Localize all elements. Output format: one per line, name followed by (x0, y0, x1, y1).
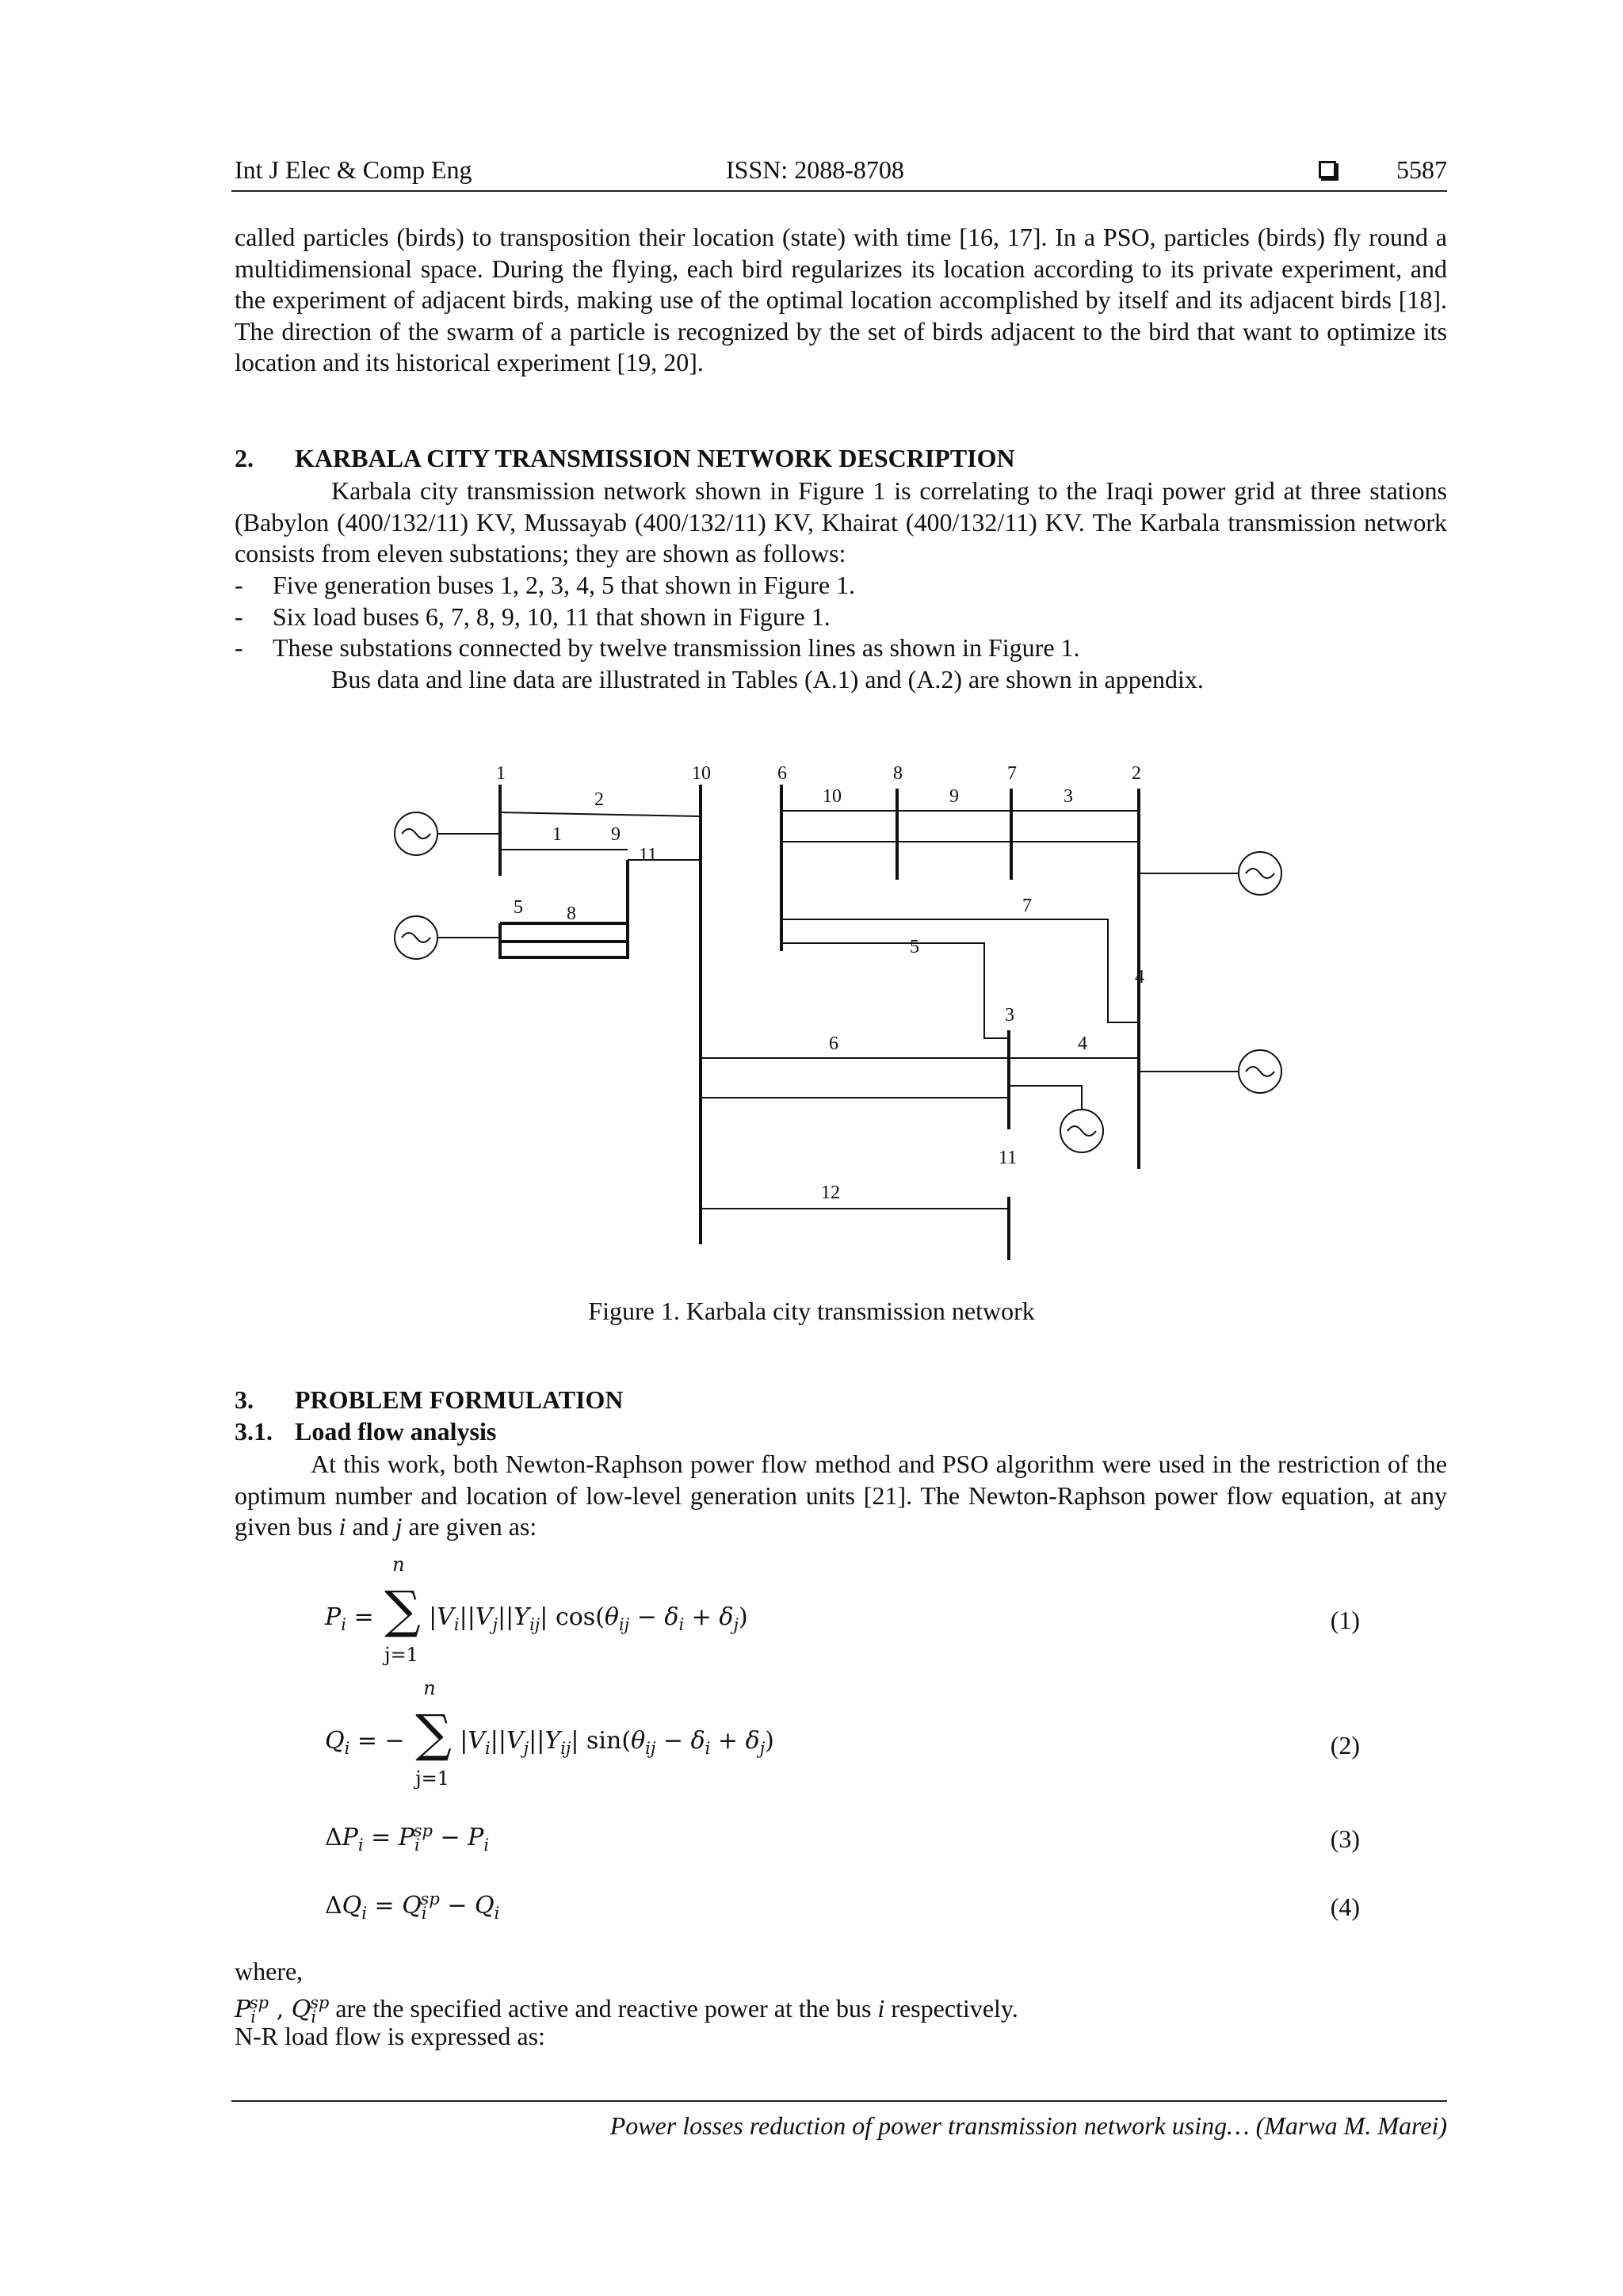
subsection-number: 3.1. (235, 1417, 273, 1446)
transmission-network-diagram (0, 745, 1623, 1284)
equation-2: $Q_i$ = − n ∑ j=1 $|V_i||V_j||Y_{ij}|$ $\sin(\theta_{ij} - \delta_i + \delta_j)$ (325, 1677, 774, 1790)
bus-label: 5 (514, 897, 523, 918)
section-3-paragraph: At this work, both Newton-Raphson power flow method and PSO algorithm were used in the restriction of the optimum number and location of low-level generation units [21]. The Newton-Raphson power flow equation, at any given bus i and j are given as: (235, 1450, 1447, 1541)
line-label: 1 (552, 824, 562, 845)
subsection-title: Load flow analysis (295, 1417, 497, 1446)
list-item: - These substations connected by twelve transmission lines as shown in Figure 1. (235, 632, 1447, 664)
nr-text: N-R load flow is expressed as: (235, 2022, 545, 2050)
bus-label: 1 (496, 763, 506, 784)
where-definition: $P_i^{sp}$ , $Q_i^{sp}$ are the specified active and reactive power at the bus i respectively. (235, 1993, 1018, 2027)
line-label: 9 (949, 786, 959, 807)
section-title: PROBLEM FORMULATION (295, 1385, 624, 1414)
section-2-heading (235, 444, 1015, 473)
page-number: 5587 (1396, 155, 1447, 184)
bus-label: 4 (1135, 967, 1144, 988)
bus-label: 7 (1007, 763, 1017, 784)
bus-label: 8 (893, 763, 903, 784)
list-item: - Five generation buses 1, 2, 3, 4, 5 that shown in Figure 1. (235, 570, 1447, 602)
line-label: 12 (821, 1182, 840, 1203)
journal-name: Int J Elec & Comp Eng (235, 155, 472, 184)
line-label: 3 (1064, 786, 1073, 807)
intro-paragraph: called particles (birds) to transposition their location (state) with time [16, 17]. In a PSO, particles (birds) fly round a multidimensional space. During the flying, each bird regularizes its location according to its private experiment, and the experiment of adjacent birds, making use of the optimal location accomplished by itself and its adjacent birds [18]. The direction of the swarm of a particle is recognized by the set of birds adjacent to the bird that want to optimize its location and its historical experiment [19, 20]. (235, 223, 1447, 376)
bullet-marker: - (235, 571, 243, 599)
line-label: 6 (829, 1033, 838, 1054)
bus-label: 10 (692, 763, 711, 784)
line-label: 5 (910, 937, 919, 957)
line-5 (781, 943, 1009, 1038)
where-label: where, (235, 1957, 304, 1985)
footer-rule (231, 2100, 1447, 2102)
gen-3-link (1009, 1086, 1082, 1110)
section-number: 2. (235, 444, 254, 472)
header-rule (231, 190, 1447, 192)
bus-label: 11 (639, 845, 658, 865)
bullet-list (235, 570, 1447, 664)
figure-caption: Figure 1. Karbala city transmission network (588, 1297, 1035, 1325)
section-3-heading (235, 1385, 624, 1415)
line-label: 7 (1022, 896, 1032, 916)
running-footer: Power losses reduction of power transmission network using… (Marwa M. Marei) (609, 2111, 1447, 2140)
equation-number: (2) (1330, 1731, 1360, 1759)
running-header (235, 155, 1447, 192)
line-label: 4 (1078, 1033, 1087, 1054)
line-label: 8 (567, 904, 576, 924)
bus-label: 6 (777, 763, 787, 784)
equation-number: (1) (1330, 1606, 1360, 1634)
equation-number: (3) (1330, 1824, 1360, 1853)
line-2 (500, 812, 701, 816)
equation-1: $P_i$ = n ∑ j=1 $|V_i||V_j||Y_{ij}|$ $\cos(\theta_{ij} - \delta_i + \delta_j)$ (325, 1553, 748, 1666)
equation-4: $\Delta Q_i = Q_i^{sp} - Q_i$ (325, 1889, 500, 1923)
list-item: - Six load buses 6, 7, 8, 9, 10, 11 that shown in Figure 1. (235, 602, 1447, 633)
bus-label: 11 (999, 1148, 1018, 1168)
section-number: 3. (235, 1385, 254, 1414)
issn: ISSN: 2088-8708 (726, 155, 904, 184)
equation-number: (4) (1330, 1893, 1360, 1921)
bus-label: 9 (611, 824, 621, 845)
box-icon (1319, 161, 1336, 178)
line-7 (781, 919, 1139, 1022)
equation-3: $\Delta P_i = P_i^{sp} - P_i$ (325, 1821, 490, 1855)
bullet-marker: - (235, 633, 243, 662)
line-label: 2 (594, 789, 604, 810)
bullet-marker: - (235, 602, 243, 631)
line-label: 10 (823, 786, 842, 807)
section-title: KARBALA CITY TRANSMISSION NETWORK DESCRIPTION (295, 444, 1015, 472)
bus-label: 2 (1132, 763, 1141, 784)
subsection-3-1-heading (235, 1417, 496, 1446)
bus-label: 3 (1005, 1005, 1014, 1026)
tables-note: Bus data and line data are illustrated in Tables (A.1) and (A.2) are shown in appendix. (331, 665, 1204, 693)
section-2-paragraph: Karbala city transmission network shown in Figure 1 is correlating to the Iraqi power grid at three stations (Babylon (400/132/11) KV, Mussayab (400/132/11) KV, Khairat (400/132/11) KV. The Karbala transmission network consists from eleven substations; they are shown as follows: (235, 476, 1447, 567)
